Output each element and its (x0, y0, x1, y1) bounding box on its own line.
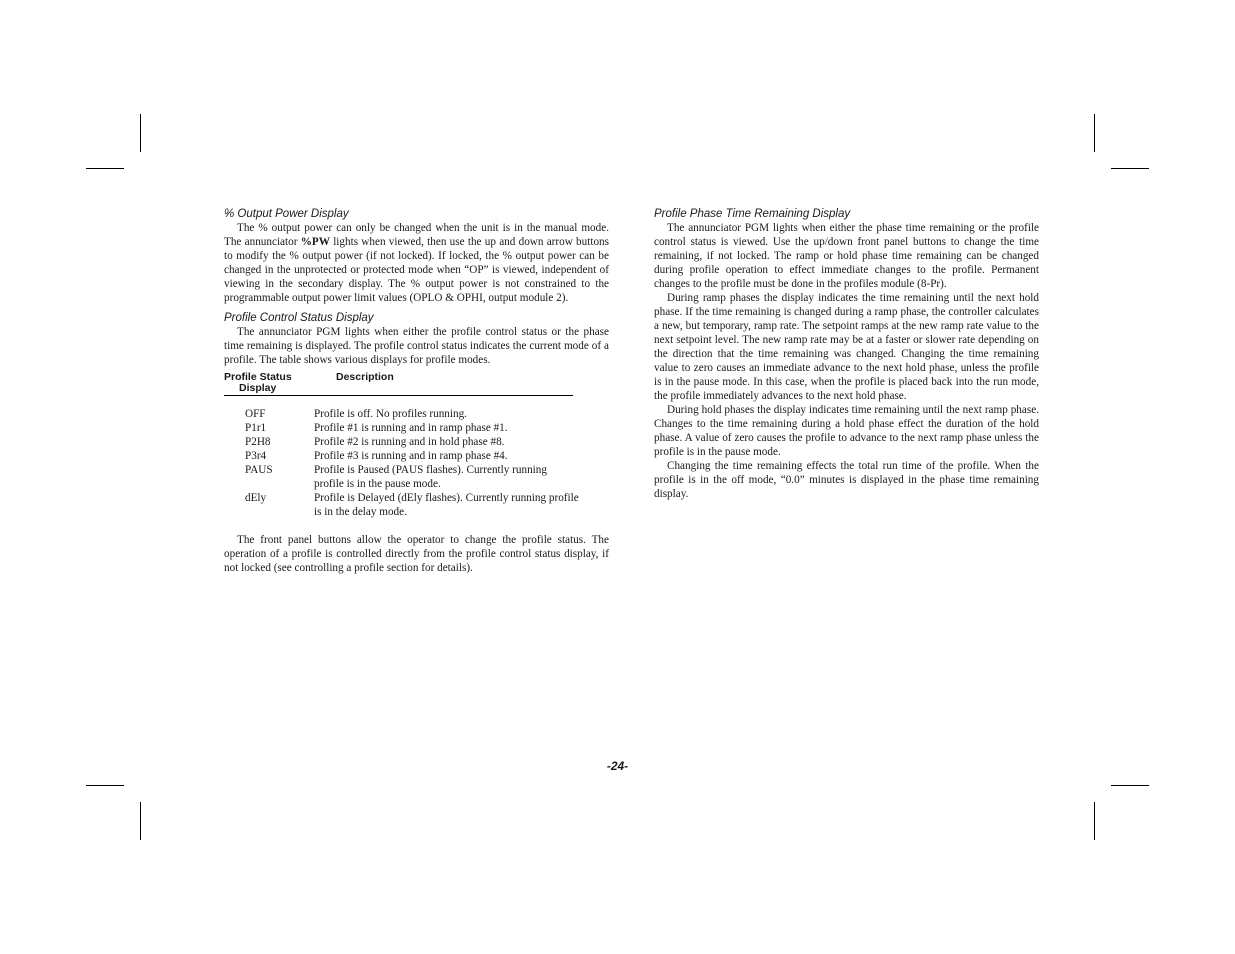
time-remaining-paragraph-1: The annunciator PGM lights when either the phase time remaining or the profile control status is viewed. Use the up/down front panel buttons to change the time remaining, if not locked. The ramp or hold phase time remaining can be changed during profile operation to effect immediate changes to the profile. Permanent changes to the profile must be done in the profiles module (8-Pr). (654, 222, 1039, 290)
profile-buttons-paragraph: The front panel buttons allow the operator to change the profile status. The operation of a profile is controlled directly from the profile control status display, if not locked (see controlling a profile section for details). (224, 534, 609, 574)
header-description: Description (336, 371, 394, 383)
header-display: Display (239, 382, 277, 394)
status-description: Profile is off. No profiles running. (314, 408, 467, 420)
crop-mark (140, 802, 141, 840)
status-code: OFF (245, 408, 266, 420)
status-table-header (224, 372, 609, 394)
crop-mark (1094, 114, 1095, 152)
output-power-paragraph (224, 221, 609, 305)
table-row (224, 435, 609, 449)
status-description: Profile #3 is running and in ramp phase #4. (314, 450, 508, 462)
profile-control-paragraph: The annunciator PGM lights when either the profile control status or the phase time remaining is displayed. The profile control status indicates the current mode of a profile. The table shows various displays for profile modes. (224, 326, 609, 366)
crop-mark (86, 785, 124, 786)
crop-mark (1111, 785, 1149, 786)
left-column (224, 206, 609, 575)
table-rule (224, 395, 573, 396)
header-profile-status: Profile Status (224, 371, 292, 383)
table-row (224, 449, 609, 463)
crop-mark (140, 114, 141, 152)
time-remaining-paragraph-2: During ramp phases the display indicates the time remaining until the next hold phase. If the time remaining is changed during a ramp phase, the controller calculates a new, but temporary, ramp rate. The setpoint ramps at the new ramp rate value to the next setpoint level. The new ramp rate may be at a faster or slower rate depending on the direction that the time remaining was changed. Changing the time remaining value to zero causes an immediate advance to the next hold phase, unless the profile is in the pause mode. In this case, when the profile is placed back into the run mode, the profile immediately advances to the next hold phase. (654, 292, 1039, 402)
status-code: P3r4 (245, 450, 267, 462)
status-code: PAUS (245, 464, 273, 476)
status-code: P1r1 (245, 422, 267, 434)
table-row (224, 491, 609, 519)
time-remaining-heading: Profile Phase Time Remaining Display (654, 208, 851, 220)
output-power-text-1: The % output power can only be changed when the unit is in the manual mode. The annunciator (224, 222, 609, 248)
profile-control-heading: Profile Control Status Display (224, 312, 374, 324)
status-code: dEly (245, 492, 267, 504)
table-row (224, 407, 609, 421)
time-remaining-paragraph-3: During hold phases the display indicates time remaining until the next ramp phase. Changes to the time remaining during a hold phase effect the duration of the hold phase. A value of zero causes the profile to advance to the next ramp phase unless the profile is in the pause mode. (654, 404, 1039, 458)
crop-mark (1111, 168, 1149, 169)
table-row (224, 463, 609, 491)
time-remaining-paragraph-4: Changing the time remaining effects the total run time of the profile. When the profile is in the off mode, “0.0” minutes is displayed in the phase time remaining display. (654, 460, 1039, 500)
right-column (654, 206, 1039, 501)
status-table (224, 407, 609, 519)
pw-annunciator: %PW (300, 236, 330, 248)
status-description: Profile #2 is running and in hold phase #8. (314, 436, 505, 448)
output-power-heading: % Output Power Display (224, 208, 349, 220)
status-description: Profile is Paused (PAUS flashes). Currently running profile is in the pause mode. (314, 464, 547, 490)
table-row (224, 421, 609, 435)
crop-mark (86, 168, 124, 169)
status-description: Profile is Delayed (dEly flashes). Currently running profile is in the delay mode. (314, 492, 579, 518)
status-code: P2H8 (245, 436, 271, 448)
status-description: Profile #1 is running and in ramp phase #1. (314, 422, 508, 434)
crop-mark (1094, 802, 1095, 840)
page-number: -24- (606, 759, 629, 773)
output-power-text-2: lights when viewed, then use the up and down arrow buttons to modify the % output power (if not locked). If locked, the % output power can be changed in the unprotected or protected mode when “OP” is viewed, independent of viewing in the secondary display. The % output power is not constrained to the programmable output power limit values (OPLO & OPHI, output module 2). (224, 236, 610, 304)
